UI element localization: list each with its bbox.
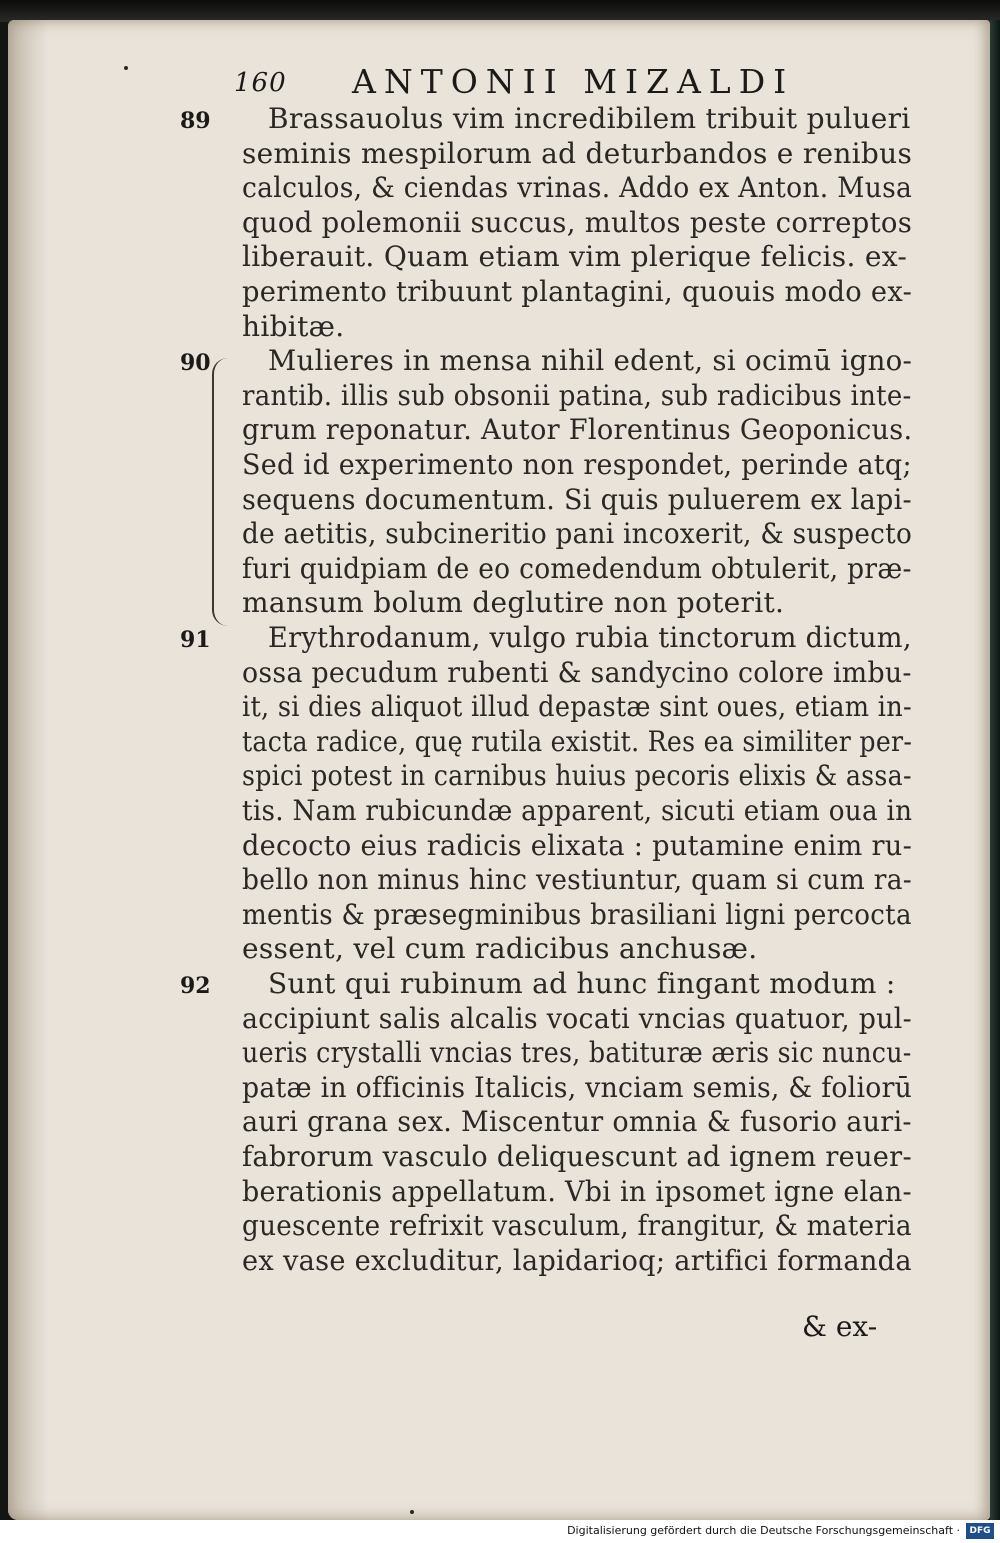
- text-line: Erythrodanum, vulgo rubia tinctorum dictum,: [268, 621, 912, 654]
- paragraph-number: 91: [180, 627, 211, 653]
- paragraph-number: 90: [180, 350, 211, 377]
- text-line: rantib. illis sub obsonii patina, sub radicibus inte-: [242, 378, 912, 412]
- text-line: furi quidpiam de eo comedendum obtulerit, præ-: [242, 551, 912, 585]
- text-line: liberauit. Quam etiam vim plerique felicis. ex-: [242, 240, 908, 274]
- text-line: Brassauolus vim incredibilem tribuit pulueri: [268, 102, 911, 135]
- text-line: ossa pecudum rubenti & sandycino colore imbu-: [242, 655, 912, 689]
- text-line: berationis appellatum. Vbi in ipsomet igne elan-: [242, 1174, 912, 1208]
- page-gutter-shadow: [8, 20, 48, 1520]
- text-line: hibitæ.: [242, 309, 345, 343]
- text-line: de aetitis, subcineritio pani incoxerit, & suspecto: [242, 517, 913, 551]
- text-line: essent, vel cum radicibus anchusæ.: [242, 932, 758, 966]
- text-line: accipiunt salis alcalis vocati vncias quatuor, pul-: [242, 1001, 912, 1035]
- text-line: perimento tribuunt plantagini, quouis modo ex-: [242, 275, 913, 308]
- text-line: Sunt qui rubinum ad hunc fingant modum :: [268, 967, 896, 1000]
- book-cover-right-edge: [990, 20, 1000, 1520]
- text-line: guescente refrixit vasculum, frangitur, & materia: [242, 1209, 912, 1243]
- text-line: bello non minus hinc vestiuntur, quam si cum ra-: [242, 863, 913, 897]
- text-line: mansum bolum deglutire non poterit.: [242, 586, 785, 620]
- text-line: calculos, & ciendas vrinas. Addo ex Anton. Musa: [242, 171, 913, 205]
- paragraph-number: 89: [180, 108, 211, 134]
- text-line: patæ in officinis Italicis, vnciam semis, & foliorū: [242, 1070, 913, 1104]
- page-number: 160: [234, 68, 287, 98]
- running-head-title: ANTONII MIZALDI: [352, 62, 795, 101]
- text-line: quod polemonii succus, multos peste correptos: [242, 205, 913, 239]
- catchword: & ex-: [802, 1310, 878, 1343]
- text-line: fabrorum vasculo deliquescunt ad ignem reuer-: [242, 1140, 912, 1173]
- ink-speck: [410, 1510, 414, 1514]
- paragraph-number: 92: [180, 973, 211, 999]
- text-line: seminis mespilorum ad deturbandos e renibus: [242, 136, 913, 170]
- book-cover-top-edge: [0, 0, 1000, 22]
- text-line: tis. Nam rubicundæ apparent, sicuti etiam oua in: [242, 794, 913, 827]
- text-line: it, si dies aliquot illud depastæ sint oues, etiam in-: [242, 690, 912, 724]
- digitization-footer: [0, 1520, 1000, 1543]
- running-head: [234, 62, 874, 102]
- text-line: Sed id experimento non respondet, perinde atq;: [242, 448, 912, 481]
- text-line: sequens documentum. Si quis puluerem ex lapi-: [242, 482, 912, 516]
- dfg-logo-icon: DFG: [966, 1523, 994, 1539]
- text-line: grum reponatur. Autor Florentinus Geoponicus.: [242, 413, 913, 447]
- text-line: auri grana sex. Miscentur omnia & fusorio auri-: [242, 1105, 912, 1139]
- text-line: spici potest in carnibus huius pecoris elixis & assa-: [242, 759, 912, 793]
- ink-speck: [124, 66, 128, 70]
- text-line: mentis & præsegminibus brasiliani ligni percocta: [242, 897, 912, 931]
- text-line: tacta radice, quę rutila existit. Res ea similiter per-: [242, 724, 913, 758]
- text-line: ueris crystalli vncias tres, batituræ æris sic nuncu-: [242, 1036, 912, 1070]
- marginal-bracket: [212, 358, 230, 626]
- footer-credit: Digitalisierung gefördert durch die Deutsche Forschungsgemeinschaft ·: [567, 1524, 960, 1537]
- text-line: ex vase excluditur, lapidarioq; artifici formanda: [242, 1243, 912, 1277]
- text-line: Mulieres in mensa nihil edent, si ocimū igno-: [268, 344, 913, 378]
- text-line: decocto eius radicis elixata : putamine enim ru-: [242, 828, 913, 862]
